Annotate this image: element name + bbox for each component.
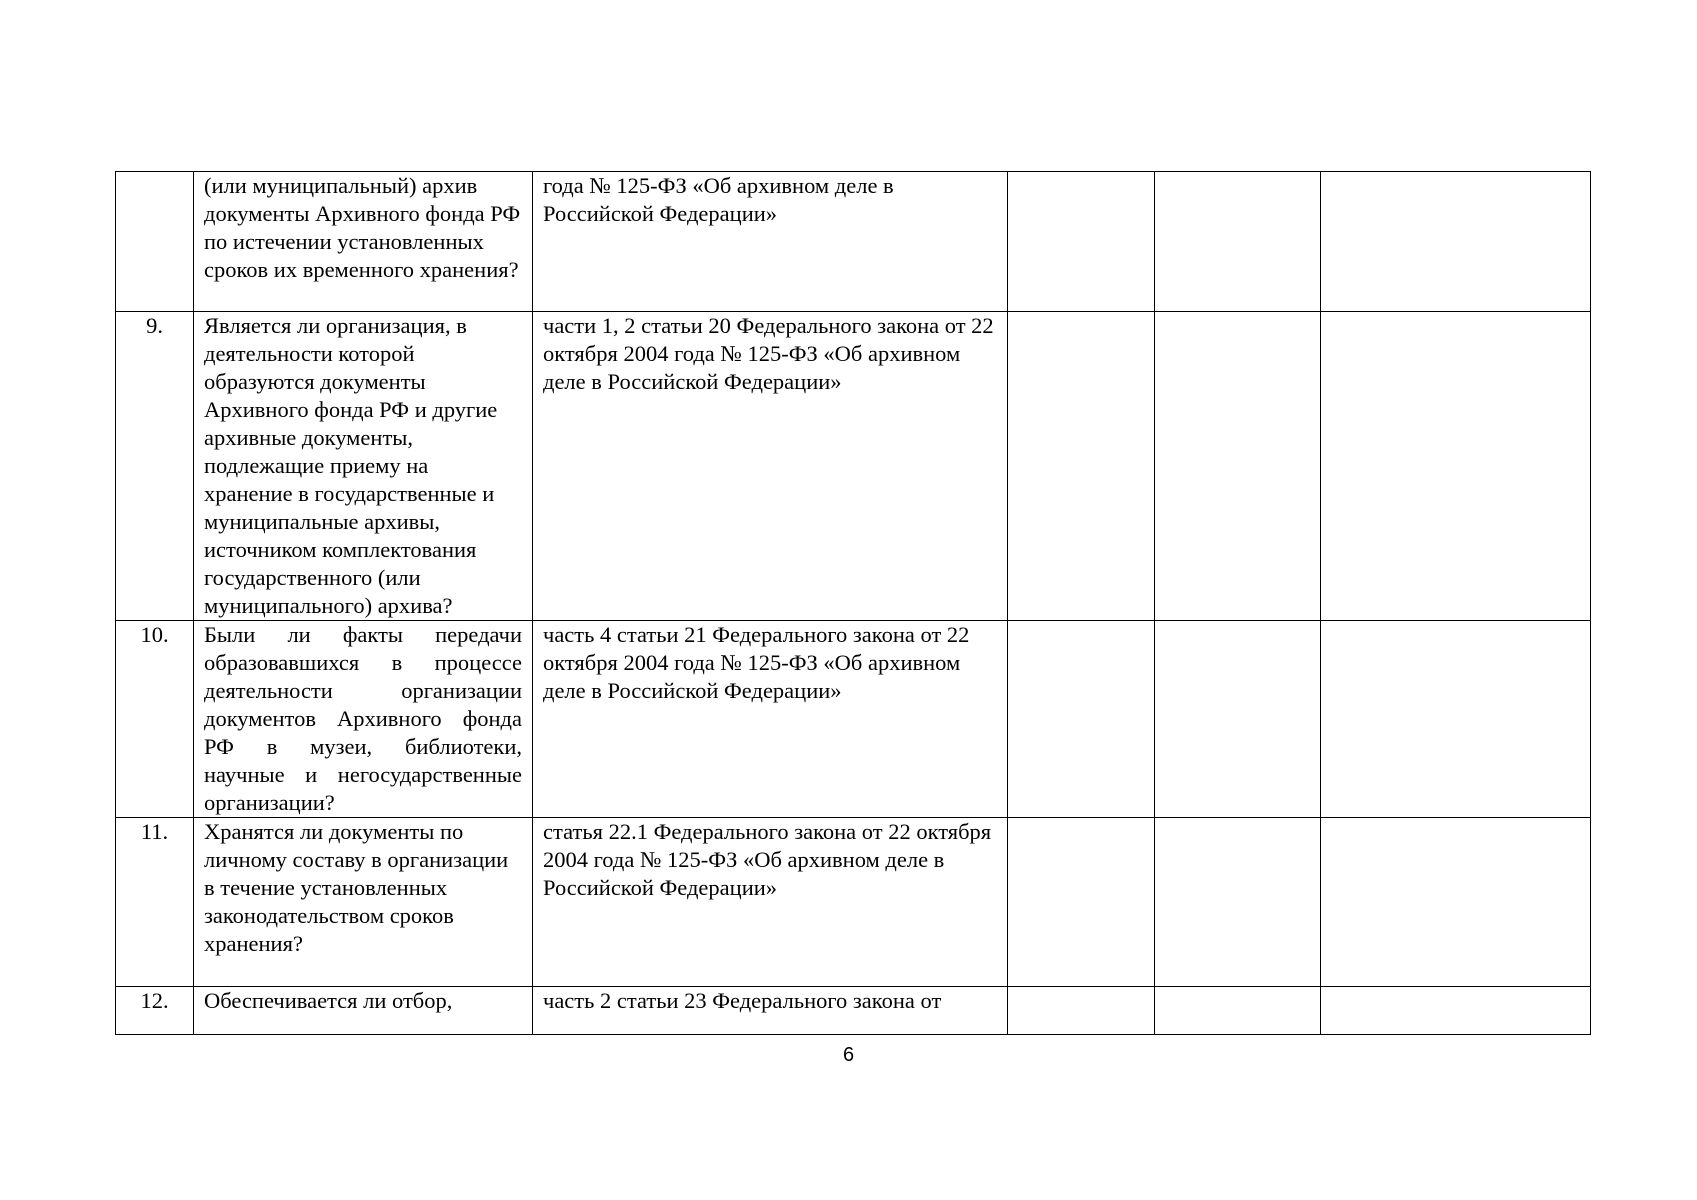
row-number [116, 172, 194, 312]
legal-basis-cell: года № 125-ФЗ «Об архивном деле в Российской Федерации» [533, 172, 1008, 312]
empty-cell [1321, 987, 1591, 1035]
checklist-table [115, 171, 1591, 1035]
empty-cell [1155, 818, 1321, 987]
empty-cell [1155, 312, 1321, 621]
table-row [116, 172, 1591, 312]
table-row [116, 818, 1591, 987]
empty-cell [1008, 621, 1155, 818]
empty-cell [1008, 818, 1155, 987]
row-number: 11. [116, 818, 194, 987]
legal-basis-cell: части 1, 2 статьи 20 Федерального закона от 22 октября 2004 года № 125-ФЗ «Об архивном деле в Российской Федерации» [533, 312, 1008, 621]
row-number: 12. [116, 987, 194, 1035]
table-row [116, 987, 1591, 1035]
row-number: 10. [116, 621, 194, 818]
table-row [116, 312, 1591, 621]
table-row [116, 621, 1591, 818]
row-number: 9. [116, 312, 194, 621]
question-cell: Является ли организация, в деятельности которой образуются документы Архивного фонда РФ и другие архивные документы, подлежащие приему на хранение в государственные и муниципальные архивы, источником комплектования государственного (или муниципального) архива? [194, 312, 533, 621]
page-number: 6 [842, 1044, 855, 1066]
empty-cell [1155, 987, 1321, 1035]
empty-cell [1008, 312, 1155, 621]
question-cell: (или муниципальный) архив документы Архивного фонда РФ по истечении установленных сроков их временного хранения? [194, 172, 533, 312]
empty-cell [1321, 818, 1591, 987]
question-cell: Обеспечивается ли отбор, [194, 987, 533, 1035]
empty-cell [1155, 172, 1321, 312]
legal-basis-cell: статья 22.1 Федерального закона от 22 октября 2004 года № 125-ФЗ «Об архивном деле в Российской Федерации» [533, 818, 1008, 987]
question-cell: Хранятся ли документы по личному составу в организации в течение установленных законодательством сроков хранения? [194, 818, 533, 987]
empty-cell [1155, 621, 1321, 818]
empty-cell [1321, 312, 1591, 621]
legal-basis-cell: часть 4 статьи 21 Федерального закона от 22 октября 2004 года № 125-ФЗ «Об архивном деле в Российской Федерации» [533, 621, 1008, 818]
empty-cell [1008, 987, 1155, 1035]
legal-basis-cell: часть 2 статьи 23 Федерального закона от [533, 987, 1008, 1035]
empty-cell [1008, 172, 1155, 312]
question-cell: Были ли факты передачи образовавшихся в процессе деятельности организации документов Архивного фонда РФ в музеи, библиотеки, научные и негосударственные организации? [194, 621, 533, 818]
empty-cell [1321, 172, 1591, 312]
empty-cell [1321, 621, 1591, 818]
